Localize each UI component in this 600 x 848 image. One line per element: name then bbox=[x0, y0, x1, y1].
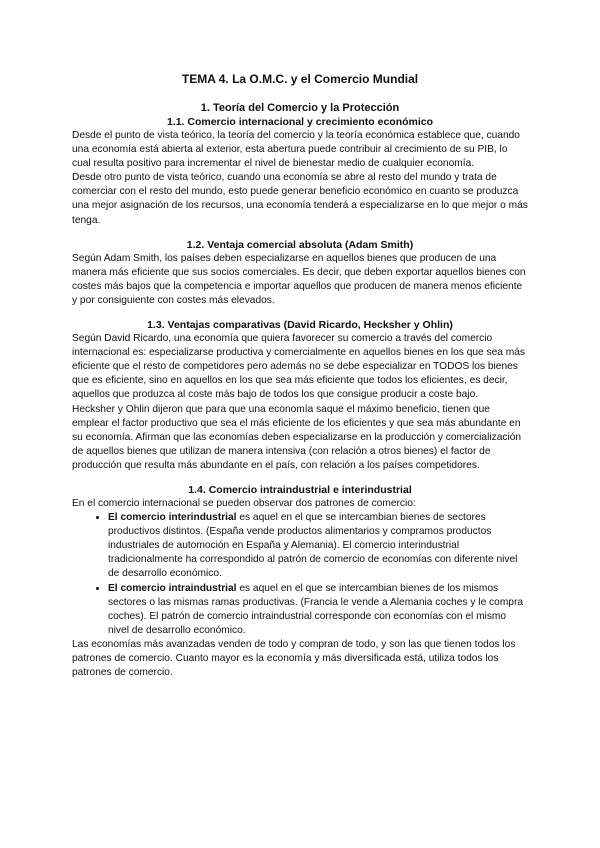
paragraph: Hecksher y Ohlin dijeron que para que una economía saque el máximo beneficio, tienen que emplear el factor productivo que sea el más eficiente de los eficientes y que sea más abundante en su economía. Afirman que las economías deben especializarse en la producción y comercialización de aquellos bienes que utilizan de manera intensiva (con relación a otros bienes) el factor de producción que resulta más abundante en el país, con relación a los países competidores. bbox=[72, 403, 522, 471]
section-heading: 1. Teoría del Comercio y la Protección bbox=[200, 102, 400, 114]
paragraph: Según Adam Smith, los países deben especializarse en aquellos bienes que producen de una manera más eficiente que sus socios comerciales. Es decir, que deben exportar aquellos bienes con costes más bajos que la competencia e importar aquellos que producen de manera menos eficiente y por consiguiente con costes más elevados. bbox=[72, 252, 526, 306]
subsection-heading-1-2: 1.2. Ventaja comercial absoluta (Adam Smith) bbox=[186, 238, 414, 251]
document-title: TEMA 4. La O.M.C. y el Comercio Mundial bbox=[181, 72, 419, 86]
bullet-term: El comercio interindustrial bbox=[108, 512, 237, 524]
list-item bbox=[108, 511, 528, 581]
bullet-text: es aquel en el que se intercambian bienes de los mismos sectores o las mismas ramas productivas. (Francia le vende a Alemania coches y le compra coches). El patrón de comercio intraindustrial corresponde con economías con el mismo nivel de desarrollo económico. bbox=[108, 582, 524, 636]
bullet-term: El comercio intraindustrial bbox=[108, 582, 237, 594]
paragraph: Desde el punto de vista teórico, la teoría del comercio y la teoría económica establece que, cuando una economía está abierta al exterior, esta abertura puede contribuir al crecimiento de su PIB, lo cual resulta positivo para incrementar el nivel de bienestar medio de cualquier economía. bbox=[72, 130, 520, 170]
paragraph: Desde otro punto de vista teórico, cuando una economía se abre al resto del mundo y trata de comerciar con el resto del mundo, esto puede generar beneficio económico en cuanto se produzca una mejor asignación de los recursos, una economía tenderá a especializarse en lo que mejor o más tenga. bbox=[72, 172, 528, 226]
bullet-text: es aquel en el que se intercambian bienes de sectores productivos distintos. (España vende productos alimentarios y compramos productos industriales de automoción en España y Alemania). El comercio interindustrial tradicionalmente ha correspondido al patrón de comercio de economías con diferente nivel de desarrollo económico. bbox=[108, 512, 518, 580]
paragraph: Las economías más avanzadas venden de todo y compran de todo, y son las que tienen todos los patrones de comercio. Cuanto mayor es la economía y más diversificada está, utiliza todos los patrones de comercio. bbox=[72, 638, 516, 679]
subsection-heading-1-1: 1.1. Comercio internacional y crecimiento económico bbox=[166, 116, 434, 128]
subsection-heading-1-3: 1.3. Ventajas comparativas (David Ricardo, Hecksher y Ohlin) bbox=[147, 319, 453, 332]
paragraph: Según David Ricardo, una economía que quiera favorecer su comercio a través del comercio internacional es: especializarse productiva y comercialmente en aquellos bienes en los que sea más eficiente que el resto de competidores pero además no se debe especializar en TODOS los bienes que es eficiente, sino en aquellos en los que sea más eficiente que todos los eficientes, es decir, aquellos que produzca al coste más bajo de todos los que consigue producir a coste bajo. bbox=[72, 333, 526, 401]
subsection-heading-1-4: 1.4. Comercio intraindustrial e interindustrial bbox=[188, 483, 412, 496]
paragraph: En el comercio internacional se pueden observar dos patrones de comercio: bbox=[72, 497, 416, 509]
list-item bbox=[108, 582, 528, 638]
bullet-list bbox=[72, 511, 528, 638]
